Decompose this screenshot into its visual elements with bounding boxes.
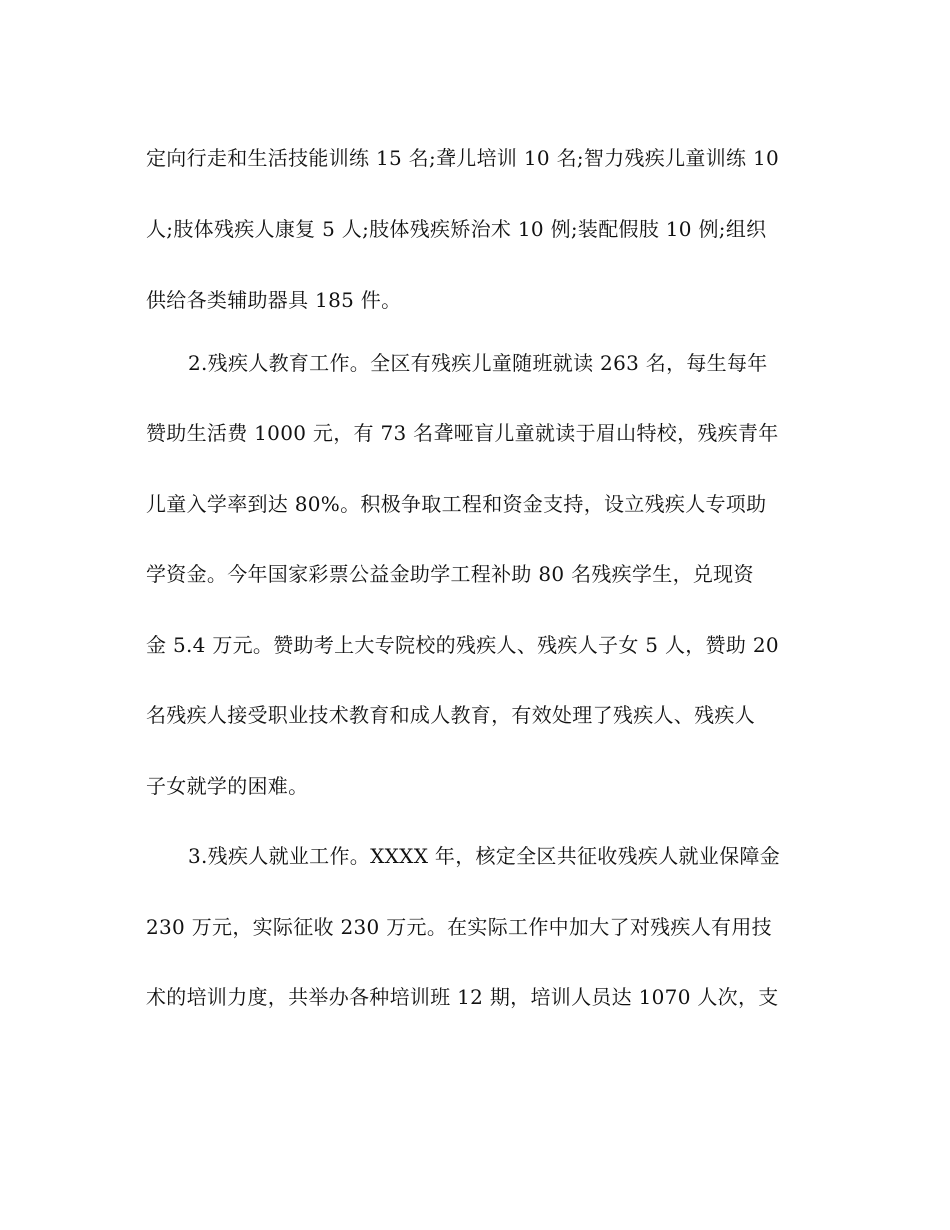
text-line: 子女就学的困难。 bbox=[146, 774, 309, 798]
text-line: 名残疾人接受职业技术教育和成人教育，有效处理了残疾人、残疾人 bbox=[146, 703, 755, 727]
text-line: 230 万元，实际征收 230 万元。在实际工作中加大了对残疾人有用技 bbox=[146, 915, 772, 939]
text-line: 学资金。今年国家彩票公益金助学工程补助 80 名残疾学生，兑现资 bbox=[146, 562, 754, 586]
paragraph-start-line: 3.残疾人就业工作。XXXX 年，核定全区共征收残疾人就业保障金 bbox=[188, 844, 780, 868]
text-line: 定向行走和生活技能训练 15 名;聋儿培训 10 名;智力残疾儿童训练 10 bbox=[146, 146, 780, 170]
text-line: 术的培训力度，共举办各种培训班 12 期，培训人员达 1070 人次，支 bbox=[146, 985, 779, 1009]
text-line: 人;肢体残疾人康复 5 人;肢体残疾矫治术 10 例;装配假肢 10 例;组织 bbox=[146, 217, 767, 241]
paragraph-start-line: 2.残疾人教育工作。全区有残疾儿童随班就读 263 名，每生每年 bbox=[188, 351, 768, 375]
text-line: 金 5.4 万元。赞助考上大专院校的残疾人、残疾人子女 5 人，赞助 20 bbox=[146, 633, 779, 657]
text-line: 赞助生活费 1000 元，有 73 名聋哑盲儿童就读于眉山特校，残疾青年 bbox=[146, 421, 779, 445]
text-line: 儿童入学率到达 80%。积极争取工程和资金支持，设立残疾人专项助 bbox=[146, 492, 767, 516]
text-line: 供给各类辅助器具 185 件。 bbox=[146, 288, 402, 312]
